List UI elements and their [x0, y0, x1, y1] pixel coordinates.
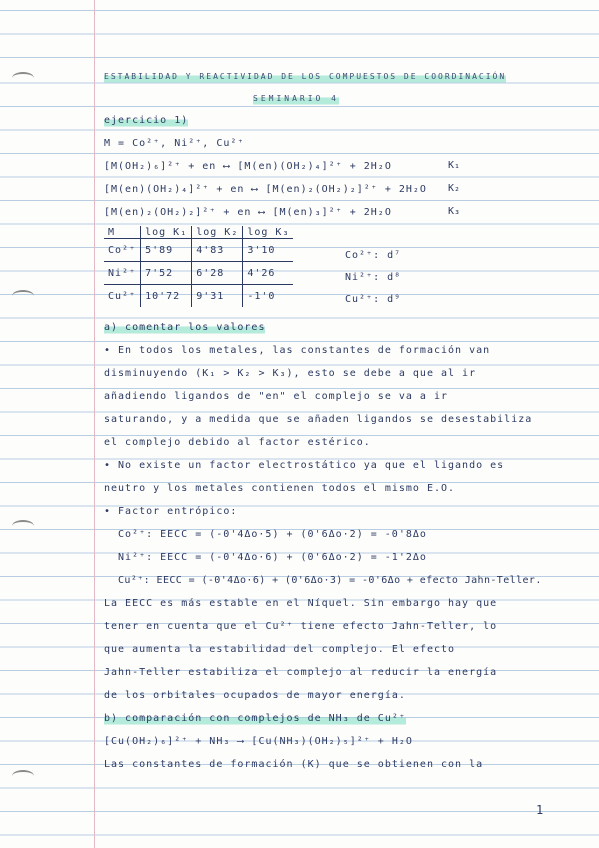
- seminar-title: SEMINARIO 4: [253, 92, 339, 106]
- electron-config: Co²⁺: d⁷: [345, 250, 402, 261]
- equation-2: [M(en)(OH₂)₄]²⁺ + en ⟷ [M(en)₂(OH₂)₂]²⁺ + 2H₂O: [104, 184, 427, 195]
- body-line: Las constantes de formación (K) que se obtienen con la: [104, 759, 484, 770]
- table-cell-metal: Ni²⁺: [104, 262, 141, 285]
- table-cell-logk3: 4'26: [243, 262, 294, 285]
- page-title: ESTABILIDAD Y REACTIVIDAD DE LOS COMPUESTOS DE COORDINACIÓN: [104, 70, 506, 84]
- equation-1-k: K₁: [448, 160, 461, 171]
- table-cell-logk3: -1'0: [243, 285, 294, 308]
- electron-config: Ni²⁺: d⁸: [345, 272, 402, 283]
- table-cell-logk2: 4'83: [192, 239, 243, 262]
- equation-b: [Cu(OH₂)₆]²⁺ + NH₃ ⟶ [Cu(NH₃)(OH₂)₅]²⁺ + H₂O: [104, 736, 413, 747]
- col-header-logk2: log K₂: [192, 226, 243, 239]
- body-line: que aumenta la estabilidad del complejo. El efecto: [104, 644, 456, 655]
- equation-1: [M(OH₂)₆]²⁺ + en ⟷ [M(en)(OH₂)₄]²⁺ + 2H₂O: [104, 161, 392, 172]
- col-header-m: M: [104, 226, 141, 239]
- ecc-line: Cu²⁺: EECC = (-0'4Δo·6) + (0'6Δo·3) = -0'6Δo + efecto Jahn-Teller.: [118, 575, 542, 586]
- body-line: saturando, y a medida que se añaden ligandos se desestabiliza: [104, 414, 533, 425]
- section-b-heading: b) comparación con complejos de NH₃ de Cu²⁺: [104, 713, 406, 724]
- body-line: añadiendo ligandos de "en" el complejo se va a ir: [104, 391, 449, 402]
- body-line: Jahn-Teller estabiliza el complejo al reducir la energía: [104, 667, 498, 678]
- binder-hole: [12, 290, 34, 302]
- binder-hole: [12, 770, 34, 782]
- table-cell-logk2: 9'31: [192, 285, 243, 308]
- table-cell-logk2: 6'28: [192, 262, 243, 285]
- page-number: 1: [536, 803, 544, 817]
- body-line: • No existe un factor electrostático ya que el ligando es: [104, 460, 505, 471]
- table-header-row: [104, 226, 293, 239]
- stability-constants-table: [104, 226, 293, 307]
- col-header-logk1: log K₁: [141, 226, 192, 239]
- body-line: tener en cuenta que el Cu²⁺ tiene efecto Jahn-Teller, lo: [104, 621, 498, 632]
- body-line: neutro y los metales contienen todos el mismo E.O.: [104, 483, 456, 494]
- equation-2-k: K₂: [448, 183, 461, 194]
- binder-hole: [12, 520, 34, 532]
- section-a-heading: a) comentar los valores: [104, 322, 266, 333]
- body-line: • En todos los metales, las constantes de formación van: [104, 345, 491, 356]
- table-cell-metal: Cu²⁺: [104, 285, 141, 308]
- binder-hole: [12, 72, 34, 84]
- metals-line: M = Co²⁺, Ni²⁺, Cu²⁺: [104, 138, 245, 149]
- body-line: de los orbitales ocupados de mayor energía.: [104, 690, 406, 701]
- table-row: [104, 239, 293, 262]
- body-line: el complejo debido al factor estérico.: [104, 437, 371, 448]
- table-cell-logk1: 10'72: [141, 285, 192, 308]
- table-row: [104, 262, 293, 285]
- body-line: • Factor entrópico:: [104, 506, 238, 517]
- body-line: disminuyendo (K₁ > K₂ > K₃), esto se debe a que al ir: [104, 368, 477, 379]
- table-cell-metal: Co²⁺: [104, 239, 141, 262]
- equation-3-k: K₃: [448, 206, 461, 217]
- margin-line: [94, 0, 95, 848]
- equation-3: [M(en)₂(OH₂)₂]²⁺ + en ⟷ [M(en)₃]²⁺ + 2H₂O: [104, 207, 392, 218]
- ecc-line: Ni²⁺: EECC = (-0'4Δo·6) + (0'6Δo·2) = -1'2Δo: [118, 552, 427, 563]
- body-line: La EECC es más estable en el Níquel. Sin embargo hay que: [104, 598, 498, 609]
- electron-config: Cu²⁺: d⁹: [345, 294, 402, 305]
- table-row: [104, 285, 293, 308]
- table-cell-logk1: 5'89: [141, 239, 192, 262]
- col-header-logk3: log K₃: [243, 226, 294, 239]
- table-cell-logk3: 3'10: [243, 239, 294, 262]
- ecc-line: Co²⁺: EECC = (-0'4Δo·5) + (0'6Δo·2) = -0'8Δo: [118, 529, 427, 540]
- exercise-heading: ejercicio 1): [104, 115, 189, 126]
- table-cell-logk1: 7'52: [141, 262, 192, 285]
